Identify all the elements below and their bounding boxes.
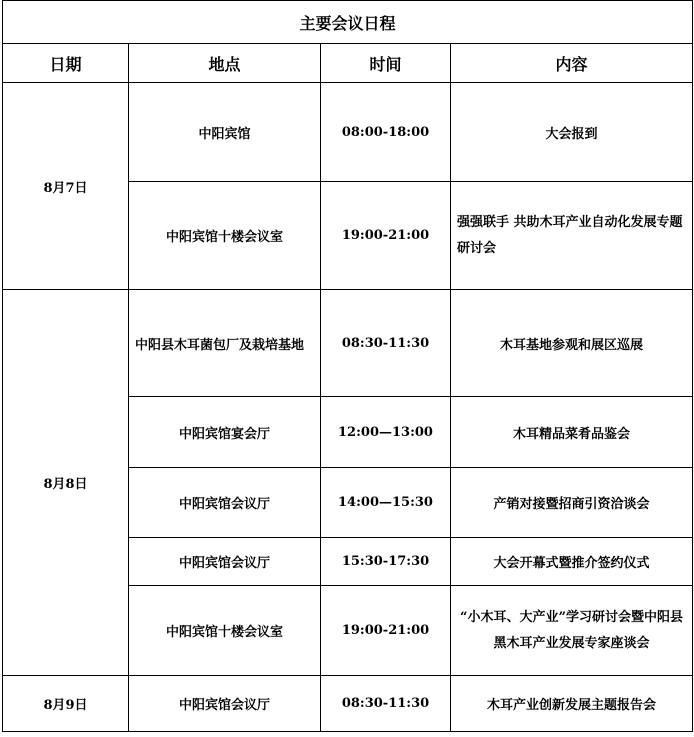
time-cell: 08:00-18:00 bbox=[321, 83, 451, 182]
table-row bbox=[3, 290, 693, 397]
content-cell: “小木耳、大产业”学习研讨会暨中阳县黑木耳产业发展专家座谈会 bbox=[451, 586, 693, 676]
table-row bbox=[3, 83, 693, 182]
place-cell: 中阳宾馆十楼会议室 bbox=[129, 586, 321, 676]
table-row bbox=[3, 676, 693, 732]
date-cell: 8月8日 bbox=[3, 290, 129, 676]
date-cell: 8月9日 bbox=[3, 676, 129, 732]
place-cell: 中阳宾馆宴会厅 bbox=[129, 397, 321, 468]
content-cell: 木耳基地参观和展区巡展 bbox=[451, 290, 693, 397]
place-cell: 中阳宾馆十楼会议室 bbox=[129, 182, 321, 290]
time-cell: 12:00—13:00 bbox=[321, 397, 451, 468]
content-cell: 强强联手 共助木耳产业自动化发展专题研讨会 bbox=[451, 182, 693, 290]
content-cell: 大会开幕式暨推介签约仪式 bbox=[451, 538, 693, 586]
place-cell: 中阳县木耳菌包厂及栽培基地 bbox=[129, 290, 321, 397]
schedule-document bbox=[2, 0, 692, 732]
time-cell: 14:00—15:30 bbox=[321, 468, 451, 538]
header-time: 时间 bbox=[321, 44, 451, 83]
content-cell: 大会报到 bbox=[451, 83, 693, 182]
time-cell: 19:00-21:00 bbox=[321, 586, 451, 676]
table-title: 主要会议日程 bbox=[3, 1, 693, 44]
time-cell: 15:30-17:30 bbox=[321, 538, 451, 586]
time-cell: 19:00-21:00 bbox=[321, 182, 451, 290]
place-cell: 中阳宾馆会议厅 bbox=[129, 468, 321, 538]
place-cell: 中阳宾馆会议厅 bbox=[129, 676, 321, 732]
time-cell: 08:30-11:30 bbox=[321, 676, 451, 732]
header-place: 地点 bbox=[129, 44, 321, 83]
place-cell: 中阳宾馆 bbox=[129, 83, 321, 182]
content-cell: 木耳精品菜肴品鉴会 bbox=[451, 397, 693, 468]
header-content: 内容 bbox=[451, 44, 693, 83]
content-cell: 木耳产业创新发展主题报告会 bbox=[451, 676, 693, 732]
schedule-table bbox=[2, 0, 693, 732]
header-date: 日期 bbox=[3, 44, 129, 83]
place-cell: 中阳宾馆会议厅 bbox=[129, 538, 321, 586]
time-cell: 08:30-11:30 bbox=[321, 290, 451, 397]
content-cell: 产销对接暨招商引资洽谈会 bbox=[451, 468, 693, 538]
date-cell: 8月7日 bbox=[3, 83, 129, 290]
